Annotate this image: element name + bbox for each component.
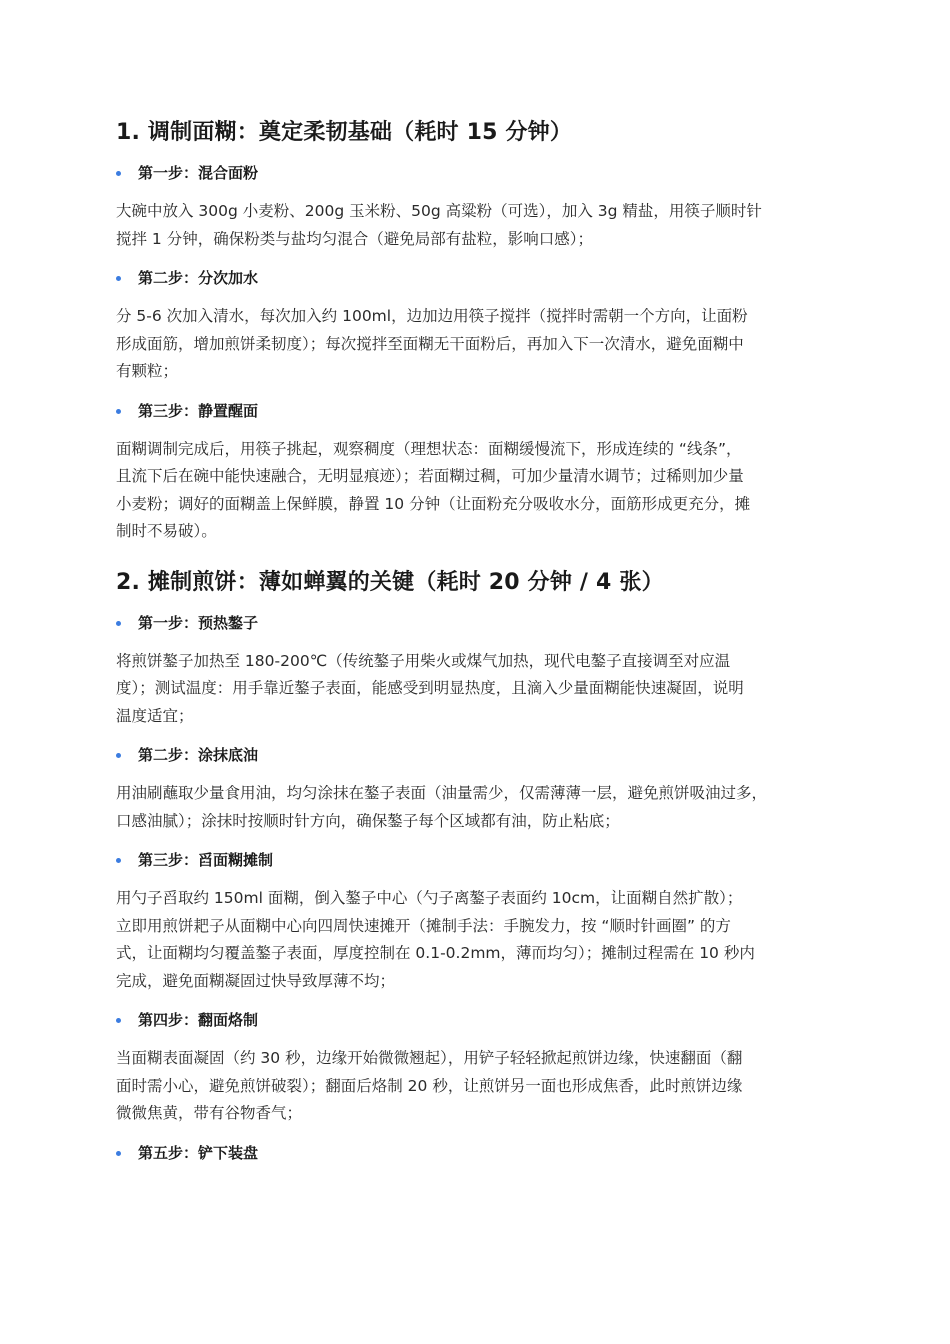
step-heading-label: 第一步：混合面粉 <box>138 164 259 182</box>
step-add-water <box>116 267 846 386</box>
step-plate <box>116 1142 846 1164</box>
step-heading <box>116 267 846 289</box>
step-heading-label: 第二步：分次加水 <box>138 269 259 287</box>
bullet-icon <box>116 171 121 176</box>
step-heading <box>116 1009 846 1031</box>
bullet-icon <box>116 858 121 863</box>
step-heading <box>116 162 846 184</box>
step-heading <box>116 1142 846 1164</box>
step-heading <box>116 744 846 766</box>
step-heading-label: 第四步：翻面烙制 <box>138 1011 259 1029</box>
step-body: 面糊调制完成后，用筷子挑起，观察稠度（理想状态：面糊缓慢流下，形成连续的 “线条”， 且流下后在碗中能快速融合，无明显痕迹）；若面糊过稠，可加少量清水调节；过稀则加少量 小麦粉；调好的面糊盖上保鲜膜，静置 10 分钟（让面粉充分吸收水分，面筋形成更充分，摊 制时不易破）。 <box>116 439 751 540</box>
step-body: 分 5-6 次加入清水，每次加入约 100ml，边加边用筷子搅拌（搅拌时需朝一个方向，让面粉 形成面筋，增加煎饼柔韧度）；每次搅拌至面糊无干面粉后，再加入下一次清水，避免面糊中 有颗粒； <box>116 307 748 380</box>
step-heading-label: 第一步：预热鏊子 <box>138 613 259 632</box>
section-spreading <box>116 568 846 1164</box>
step-heading <box>116 400 846 422</box>
step-flip <box>116 1009 846 1128</box>
step-body: 大碗中放入 300g 小麦粉、200g 玉米粉、50g 高粱粉（可选），加入 3g 精盐，用筷子顺时针 搅拌 1 分钟，确保粉类与盐均匀混合（避免局部有盐粒，影响口感）； <box>116 202 762 248</box>
step-heading-label: 第二步：涂抹底油 <box>138 746 259 764</box>
bullet-icon <box>116 753 121 758</box>
step-spread <box>116 849 846 995</box>
step-body: 用油刷蘸取少量食用油，均匀涂抹在鏊子表面（油量需少，仅需薄薄一层，避免煎饼吸油过多， 口感油腻）；涂抹时按顺时针方向，确保鏊子每个区域都有油，防止粘底； <box>116 784 768 830</box>
step-mix-flour <box>116 162 846 253</box>
section-title: 2. 摊制煎饼：薄如蝉翼的关键（耗时 20 分钟 / 4 张） <box>116 569 664 595</box>
step-rest-batter <box>116 400 846 546</box>
section-title: 1. 调制面糊：奠定柔韧基础（耗时 15 分钟） <box>116 120 573 145</box>
step-oil <box>116 744 846 835</box>
section-batter <box>116 118 846 546</box>
document-page <box>116 118 846 1164</box>
step-body: 当面糊表面凝固（约 30 秒，边缘开始微微翘起），用铲子轻轻掀起煎饼边缘，快速翻面（翻 面时需小心，避免煎饼破裂）；翻面后烙制 20 秒，让煎饼另一面也形成焦香，此时煎饼边缘 微微焦黄，带有谷物香气； <box>116 1049 743 1122</box>
step-heading <box>116 612 846 634</box>
bullet-icon <box>116 276 121 281</box>
step-heading-label: 第三步：舀面糊摊制 <box>138 851 274 869</box>
step-preheat <box>116 612 846 731</box>
bullet-icon <box>116 621 121 626</box>
bullet-icon <box>116 1018 121 1023</box>
step-body: 用勺子舀取约 150ml 面糊，倒入鏊子中心（勺子离鏊子表面约 10cm，让面糊自然扩散）； 立即用煎饼耙子从面糊中心向四周快速摊开（摊制手法：手腕发力，按 “顺时针画圈” 的方 式，让面糊均匀覆盖鏊子表面，厚度控制在 0.1-0.2mm，薄而均匀）；摊制过程需在 10 秒内 完成，避免面糊凝固过快导致厚薄不均； <box>116 889 755 990</box>
bullet-icon <box>116 1151 121 1156</box>
bullet-icon <box>116 409 121 414</box>
step-heading <box>116 849 846 871</box>
step-heading-label: 第五步：铲下装盘 <box>138 1143 259 1162</box>
step-heading-label: 第三步：静置醒面 <box>138 401 259 420</box>
step-body: 将煎饼鏊子加热至 180-200℃（传统鏊子用柴火或煤气加热，现代电鏊子直接调至对应温 度）；测试温度：用手靠近鏊子表面，能感受到明显热度，且滴入少量面糊能快速凝固，说明 温度适宜； <box>116 651 744 725</box>
